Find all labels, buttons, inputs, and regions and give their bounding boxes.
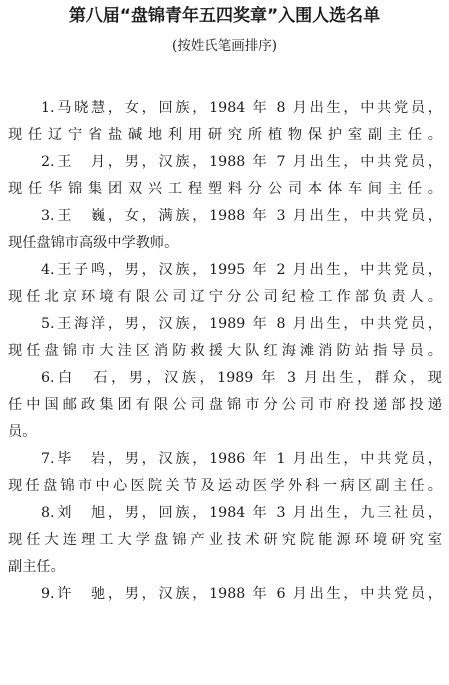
list-item — [8, 311, 442, 365]
entry-line: 5.王海洋，男，汉族，1989 年 8 月出生，中共党员， — [41, 316, 442, 332]
entry-line: 现任华锦集团双兴工程塑料分公司本体车间主任。 — [8, 181, 442, 197]
entry-line: 现任辽宁省盐碱地利用研究所植物保护室副主任。 — [8, 127, 442, 143]
list-item — [8, 95, 442, 149]
entry-line: 现任大连理工大学盘锦产业技术研究院能源环境研究室 — [8, 532, 442, 548]
entry-line: 6.白 石，男，汉族，1989 年 3 月出生，群众，现 — [41, 370, 442, 386]
list-item — [8, 203, 442, 257]
entry-line: 任中国邮政集团有限公司盘锦市分公司市府投递部投递 — [8, 397, 442, 413]
document-title: 第八届“盘锦青年五四奖章”入围人选名单 — [68, 6, 381, 26]
list-item — [8, 149, 442, 203]
candidate-list — [8, 95, 442, 608]
entry-line: 现任盘锦市高级中学教师。 — [8, 235, 179, 251]
entry-line: 4.王子鸣，男，汉族，1995 年 2 月出生，中共党员， — [41, 262, 442, 278]
list-item — [8, 500, 442, 581]
entry-line: 8.刘 旭，男，回族，1984 年 3 月出生，九三社员， — [41, 505, 442, 521]
entry-line: 3.王 巍，女，满族，1988 年 3 月出生，中共党员， — [41, 208, 442, 224]
list-item — [8, 365, 442, 446]
entry-line: 现任盘锦市中心医院关节及运动医学外科一病区副主任。 — [8, 478, 442, 494]
entry-line: 员。 — [8, 424, 37, 440]
entry-line: 现任盘锦市大洼区消防救援大队红海滩消防站指导员。 — [8, 343, 442, 359]
entry-line: 7.毕 岩，男，汉族，1986 年 1 月出生，中共党员， — [41, 451, 442, 467]
entry-line: 现任北京环境有限公司辽宁分公司纪检工作部负责人。 — [8, 289, 442, 305]
list-item — [8, 446, 442, 500]
list-item — [8, 257, 442, 311]
entry-line: 1.马晓慧，女，回族，1984 年 8 月出生，中共党员， — [41, 100, 442, 116]
entry-line: 副主任。 — [8, 559, 65, 575]
entry-line: 2.王 月，男，汉族，1988 年 7 月出生，中共党员， — [41, 154, 442, 170]
document-subtitle: (按姓氏笔画排序) — [171, 38, 278, 54]
entry-line: 9.许 驰，男，汉族，1988 年 6 月出生，中共党员， — [41, 586, 442, 602]
list-item — [8, 581, 442, 608]
